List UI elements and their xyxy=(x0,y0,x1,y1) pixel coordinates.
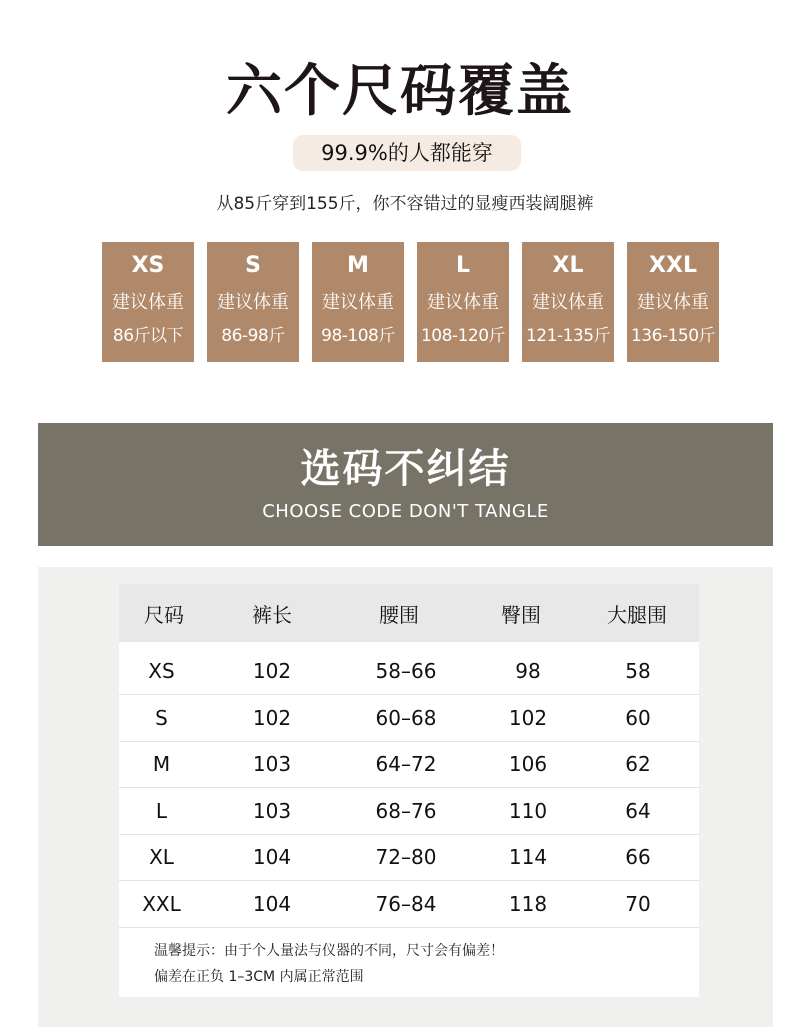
table-header xyxy=(119,584,699,642)
size-guide-banner xyxy=(38,423,773,546)
cell-length: 104 xyxy=(252,892,292,916)
cell-thigh: 62 xyxy=(625,752,651,776)
size-card-l xyxy=(417,242,509,362)
table-row xyxy=(119,648,699,695)
size-weight-range: 98-108斤 xyxy=(321,326,395,346)
cell-thigh: 66 xyxy=(625,845,651,869)
header-size: 尺码 xyxy=(144,603,184,627)
cell-size: XXL xyxy=(142,892,181,916)
size-suggest-label: 建议体重 xyxy=(427,292,499,313)
cell-thigh: 70 xyxy=(625,892,651,916)
cell-size: M xyxy=(152,752,171,776)
size-code: M xyxy=(347,253,369,278)
table-row xyxy=(119,741,699,788)
header-hip: 臀围 xyxy=(501,603,541,627)
size-suggest-label: 建议体重 xyxy=(637,292,709,313)
size-suggest-label: 建议体重 xyxy=(112,292,184,313)
note-line-1: 温馨提示：由于个人量法与仪器的不同，尺寸会有偏差！ xyxy=(154,943,504,959)
size-card-xxl xyxy=(627,242,719,362)
size-cards xyxy=(102,242,722,362)
table-row xyxy=(119,788,699,835)
cell-size: S xyxy=(155,706,168,730)
cell-length: 102 xyxy=(252,706,292,730)
size-card-xs xyxy=(102,242,194,362)
page-title: 六个尺码覆盖 xyxy=(226,59,574,124)
size-suggest-label: 建议体重 xyxy=(217,292,289,313)
product-description: 从85斤穿到155斤，你不容错过的显瘦西装阔腿裤 xyxy=(216,194,594,214)
size-weight-range: 121-135斤 xyxy=(525,326,611,346)
banner-title: 选码不纠结 xyxy=(300,446,511,492)
size-weight-range: 136-150斤 xyxy=(630,326,716,346)
size-code: XL xyxy=(552,253,584,278)
cell-hip: 98 xyxy=(515,659,541,683)
cell-length: 103 xyxy=(252,752,292,776)
cell-waist: 68–76 xyxy=(375,799,437,823)
size-suggest-label: 建议体重 xyxy=(532,292,604,313)
table-row xyxy=(119,881,699,928)
size-code: S xyxy=(245,253,261,278)
size-code: XXL xyxy=(649,253,697,278)
header-waist: 腰围 xyxy=(379,603,419,627)
cell-size: XL xyxy=(149,845,174,869)
cell-hip: 102 xyxy=(508,706,548,730)
size-card-s xyxy=(207,242,299,362)
cell-length: 102 xyxy=(252,659,292,683)
banner-subtitle: CHOOSE CODE DON'T TANGLE xyxy=(262,501,549,522)
cell-hip: 114 xyxy=(508,845,548,869)
cell-hip: 106 xyxy=(508,752,548,776)
table-row xyxy=(119,695,699,742)
cell-waist: 64–72 xyxy=(375,752,437,776)
size-weight-range: 86-98斤 xyxy=(221,326,285,346)
header-length: 裤长 xyxy=(252,603,292,627)
coverage-badge: 99.9%的人都能穿 xyxy=(293,135,521,171)
size-code: XS xyxy=(131,253,165,278)
cell-hip: 118 xyxy=(508,892,548,916)
cell-waist: 58–66 xyxy=(375,659,437,683)
size-card-m xyxy=(312,242,404,362)
size-suggest-label: 建议体重 xyxy=(322,292,394,313)
measurement-note xyxy=(154,938,504,990)
cell-waist: 60–68 xyxy=(375,706,437,730)
cell-waist: 76–84 xyxy=(375,892,437,916)
cell-length: 104 xyxy=(252,845,292,869)
cell-thigh: 64 xyxy=(625,799,651,823)
size-weight-range: 108-120斤 xyxy=(420,326,506,346)
size-weight-range: 86斤以下 xyxy=(112,326,184,346)
cell-size: L xyxy=(155,799,168,823)
note-line-2: 偏差在正负 1–3CM 内属正常范围 xyxy=(154,969,364,985)
cell-thigh: 60 xyxy=(625,706,651,730)
size-card-xl xyxy=(522,242,614,362)
cell-size: XS xyxy=(148,659,175,683)
cell-thigh: 58 xyxy=(625,659,651,683)
size-code: L xyxy=(455,253,471,278)
header-thigh: 大腿围 xyxy=(607,603,667,627)
cell-waist: 72–80 xyxy=(375,845,437,869)
cell-hip: 110 xyxy=(508,799,548,823)
size-chart-table xyxy=(119,584,699,997)
cell-length: 103 xyxy=(252,799,292,823)
table-row xyxy=(119,834,699,881)
